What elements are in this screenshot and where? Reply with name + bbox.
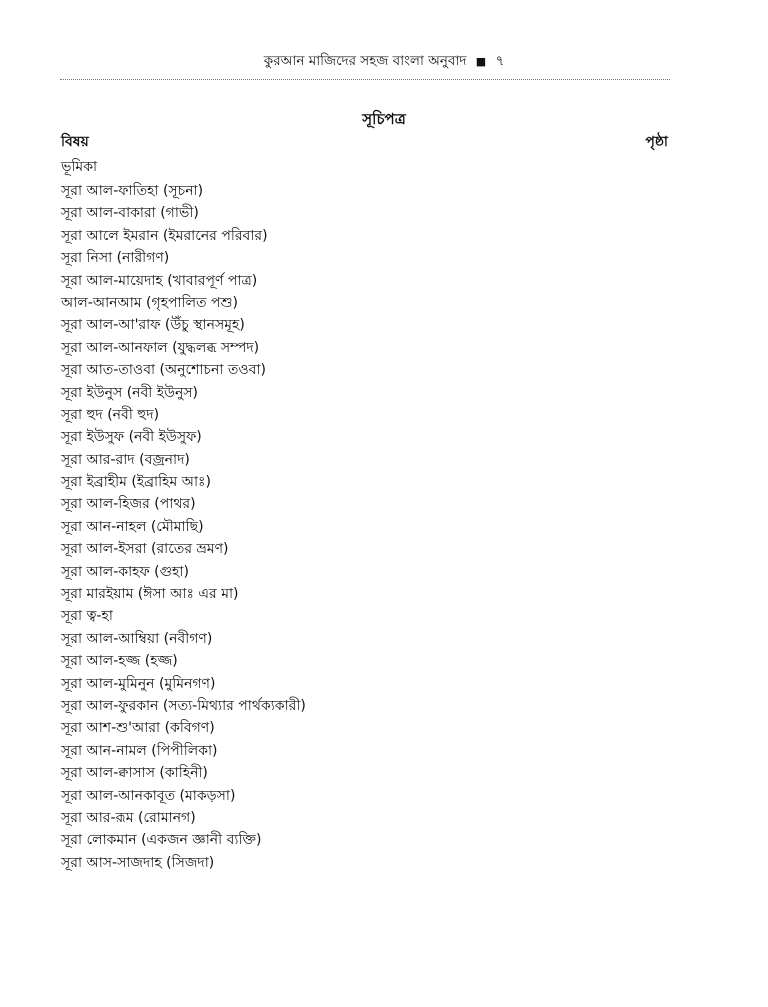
- toc-entry: সূরা আল-কাহফ (গুহা): [61, 563, 189, 580]
- toc-entry: সূরা আল-মুমিনুন (মুমিনগণ): [61, 675, 216, 692]
- toc-entry: সূরা নিসা (নারীগণ): [61, 250, 170, 267]
- toc-entry: সূরা মারইয়াম (ঈসা আঃ এর মা): [61, 586, 239, 603]
- toc-entry: আল-আনআম (গৃহপালিত পশু): [61, 294, 239, 311]
- toc-entry: সূরা ইব্রাহীম (ইব্রাহিম আঃ): [61, 474, 211, 491]
- toc-list: [61, 180, 671, 874]
- toc-title: সূচিপত্র: [362, 110, 406, 128]
- toc-entry: সূরা আল-ফাতিহা (সূচনা): [61, 183, 204, 199]
- toc-entry: সূরা আল-ফুরকান (সত্য-মিথ্যার পার্থক্যকারী): [61, 697, 306, 714]
- separator-square-icon: ■: [475, 55, 487, 68]
- toc-entry: সূরা আস-সাজদাহ (সিজদা): [61, 854, 215, 871]
- book-title: কুরআন মাজিদের সহজ বাংলা অনুবাদ: [263, 53, 467, 69]
- toc-entry: সূরা আল-হজ্জ (হজ্জ): [61, 653, 178, 670]
- toc-entry: সূরা আল-আম্বিয়া (নবীগণ): [61, 630, 213, 647]
- running-header: [0, 52, 768, 71]
- toc-entry: সূরা ইউনুস (নবী ইউনুস): [61, 384, 199, 401]
- subject-column-heading: বিষয়: [61, 134, 89, 150]
- toc-entry: সূরা আল-মায়েদাহ (খাবারপূর্ণ পাত্র): [61, 272, 258, 289]
- toc-entry: সূরা আল-ক্বাসাস (কাহিনী): [61, 765, 208, 782]
- toc-entry: সূরা আত-তাওবা (অনুশোচনা তওবা): [61, 362, 266, 379]
- toc-entry: সূরা হুদ (নবী হুদ): [61, 406, 160, 423]
- toc-entry: সূরা আন-নামল (পিপীলিকা): [61, 742, 218, 759]
- toc-entry: সূরা ইউসুফ (নবী ইউসুফ): [61, 429, 202, 446]
- toc-entry: সূরা আল-ইসরা (রাতের ভ্রমণ): [61, 541, 229, 558]
- toc-entry: সূরা আর-রূম (রোমানগ): [61, 809, 196, 826]
- page-column-heading: পৃষ্ঠা: [645, 134, 668, 150]
- toc-intro-entry: ভূমিকা: [61, 159, 98, 175]
- toc-entry: সূরা আল-হিজর (পাথর): [61, 496, 196, 513]
- toc-entry: সূরা আল-বাকারা (গাভী): [61, 205, 199, 222]
- toc-entry: সূরা আল-আ'রাফ (উঁচু স্থানসমূহ): [61, 317, 245, 334]
- toc-entry: সূরা আর-রাদ (বজ্রনাদ): [61, 451, 190, 468]
- page-number: ৭: [495, 53, 505, 69]
- toc-entry: সূরা আন-নাহল (মৌমাছি): [61, 518, 204, 535]
- toc-entry: সূরা আলে ইমরান (ইমরানের পরিবার): [61, 227, 268, 244]
- toc-entry: সূরা আল-আনফাল (যুদ্ধলব্ধ সম্পদ): [61, 339, 260, 356]
- toc-entry: সূরা আল-আনকাবূত (মাকড়সা): [61, 787, 236, 804]
- toc-entry: সূরা ত্ব-হা: [61, 608, 113, 625]
- toc-entry: সূরা লোকমান (একজন জ্ঞানী ব্যক্তি): [61, 832, 262, 849]
- header-divider: [60, 79, 670, 80]
- toc-entry: সূরা আশ-শু'আরা (কবিগণ): [61, 720, 215, 737]
